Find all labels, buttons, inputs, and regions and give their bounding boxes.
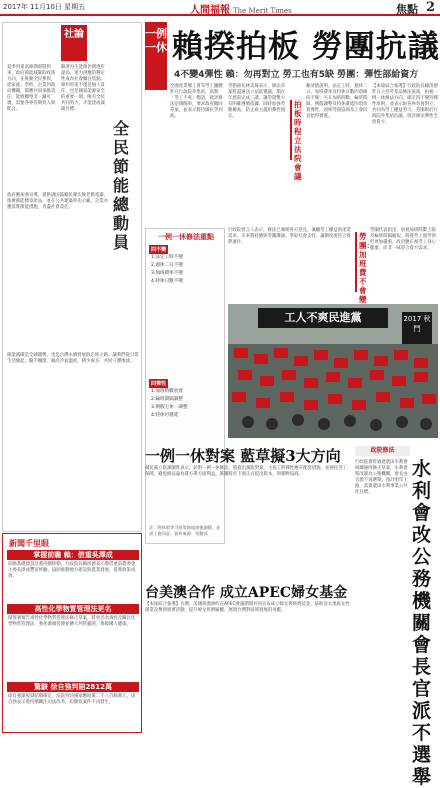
main-headline: 賴揆拍板 勞團抗議 — [172, 29, 440, 65]
key-point-item: 4.特休日數不變 — [151, 279, 183, 284]
editorial-paragraph: 隨著再生能源比例逐步提高，電力供應的穩定性成為社會關注焦點。節約用電不僅是個人責任，也是國家能源安全的重要一環，唯有全民共同努力，才能達成減碳目標。 — [61, 65, 105, 112]
story-paragraph: 【本報綜合報導】台灣、美國與澳洲昨在APEC會議期間共同宣布成立婦女與經濟基金，協助亞太地區女性創業及參與經濟活動，提升婦女經濟賦權，展現台灣對區域發展的貢獻。 — [145, 602, 350, 613]
main-subhead: 4不變4彈性 賴：勿再對立 勞工也有5缺 勞團：彈性部給資方 — [174, 70, 419, 80]
second-headline: 一例一休對案 藍草擬3大方向 — [145, 447, 341, 465]
story-paragraph: 勞團代表指出，放寬加班時數上限及輪班間隔縮短，將使勞工過勞情形更加嚴重，政府應正視勞工身心健康，而非一味迎合資方需求。 — [370, 228, 436, 251]
story-paragraph: 勞動部長林美珠表示，修法草案將盡速送立法院審議，期在年底前完成三讀，讓勞資雙方有明確遵循依據，同時加強勞動檢查，防止雇主濫用彈性規定。 — [228, 84, 286, 119]
newspaper-logo — [190, 1, 292, 16]
brief-item-title: 掌握前瞻 賴：借重吳澤成 — [7, 550, 139, 560]
key-point-item: 3.例假七休一調整 — [151, 405, 188, 410]
protest-banner: 工人不爽民進黨 — [258, 308, 388, 328]
story-paragraph: 全國產業總工會等勞工團體昨在行政院外集結，高舉「勞工不爽」標語，批評修法是開倒車，要求政府撤回草案，並表示將持續抗爭到底。 — [170, 84, 223, 119]
key-points-title: 一例一休修法重點 — [158, 233, 214, 241]
story-paragraph: 國民黨立院黨團昨表示，針對一例一休修法，將提出黨版對案，主張工時彈性應有配套措施，並強化勞工保障，避免修法淪為資方單方面利益。黨團將於下週正式提出版本，與朝野協商。 — [145, 466, 347, 477]
issue-date: 2017年 11月10日 星期五 — [3, 3, 86, 11]
page-number: 2 — [425, 0, 435, 15]
brief-item-text: 前瞻基礎建設計畫持續推動，行政院長賴清德表示將借重前農委會主委吳澤成豐富經驗，協助推動地方建設與農業發展，落實政策成效。 — [8, 562, 136, 579]
brief-item-text: 環保署預告毒性化學物質管理法修正草案，將更名為毒性及關注化學物質管理法，強化源頭管理並擴大列管範圍，保障國人健康。 — [8, 616, 136, 627]
editorial-paragraph: 夏季用電高峰期即將到來，政府節能減碳的政策方向，在推動全民參與，從家庭、學校、企業到政府機關，都應共同承擔責任。能源轉型非一蹴可幾，需要各界長期投入與配合。 — [7, 65, 56, 112]
editorial-paragraph: 政府應加強宣導，提供誘因鼓勵民眾汰換老舊電器，推廣節能標章產品，並在公共建築率先示範。企業亦應落實節能措施，善盡社會責任。 — [7, 193, 108, 210]
subhead-bar: 勞團：加班費不會變 — [355, 232, 367, 292]
page-header — [0, 0, 440, 16]
key-points-section-label: 四彈性 — [151, 381, 167, 387]
right-headline: 水利會改公務機關 會長官派不選舉 — [412, 458, 432, 788]
editorial-tag: 社論 — [61, 25, 87, 61]
editorial-title: 全民節能總動員 — [113, 119, 130, 252]
key-point-item: 3.加班費率不變 — [151, 271, 183, 276]
story-paragraph: 行政院發言人表示，修法已廣納各方意見，兼顧勞工權益與產業需求，未來將持續與勞團溝通，爭取社會支持，讓制度更符合實際運作。 — [228, 228, 351, 245]
story-paragraph: 賴清德說明，法定工時、週休二日、加班費率及特休日數四項維持不變；另在加班時數、輪班間隔、例假調整及特休遞延四項放寬彈性，須經勞資協商及工會同意始得實施。 — [306, 84, 368, 119]
brief-item-title: 驚駭 徐自強判賠2812萬 — [7, 682, 139, 692]
logo-en-text: The Merit Times — [233, 7, 292, 15]
section-name: 焦點 — [396, 3, 418, 16]
news-brief-box — [2, 533, 142, 733]
topic-bar: 政院修法 — [355, 446, 410, 456]
subhead-bar: 拍板時程 立法院會議 — [290, 100, 302, 160]
protest-photo — [228, 304, 438, 438]
editorial-column — [2, 22, 142, 532]
third-headline: 台美澳合作 成立APEC婦女基金 — [145, 585, 348, 601]
brief-heading: 新聞千里眼 — [9, 539, 49, 548]
editorial-paragraph: 節能減碳是全球趨勢，也是台灣永續發展的必經之路。讓我們從日常生活做起，隨手關燈、調高冷氣溫度，積少成多，共同守護地球。 — [7, 353, 139, 364]
key-point-item: 1.法定工時不變 — [151, 255, 183, 260]
key-point-item: 2.輪班間隔調整 — [151, 397, 183, 402]
key-point-item: 4.特休可遞延 — [151, 413, 179, 418]
key-points-note: 註：例休假等可經勞資協商後調整，並須工會同意。資料來源：勞動部 — [149, 525, 221, 536]
story-paragraph: 【本報綜合報導】行政院長賴清德昨日主持勞基法修法協商，拍板一例一休修法方向，確定四不變四彈性原則，並表示盼各界勿再對立，共同為勞工權益努力。勞團則於行政院外集結抗議，批評修法彈性全給資方。 — [372, 84, 438, 125]
logo-text: 人間福報 — [190, 5, 230, 16]
brief-item-title: 高性化學物質管理法更名 — [7, 604, 139, 614]
topic-tag: 一例一休 — [145, 22, 167, 90]
key-points-section-label: 四不變 — [151, 247, 167, 253]
brief-item-text: 徐自強案冤獄賠償確定，法院判決國家應賠償二千八百餘萬元，徐自強表示將持續關注司法改革，盼類似案件不再發生。 — [8, 694, 136, 705]
key-point-item: 1.加班時數放寬 — [151, 389, 183, 394]
story-paragraph: 行政院會昨通過農田水利會組織通則修正草案，水利會將改制為公務機關，會長由官派不再選舉，預計明年上路，落實農田水利事業公共化目標。 — [355, 460, 408, 495]
protest-sign: 2017 秋鬥 — [402, 312, 432, 344]
key-point-item: 2.週休二日不變 — [151, 263, 183, 268]
